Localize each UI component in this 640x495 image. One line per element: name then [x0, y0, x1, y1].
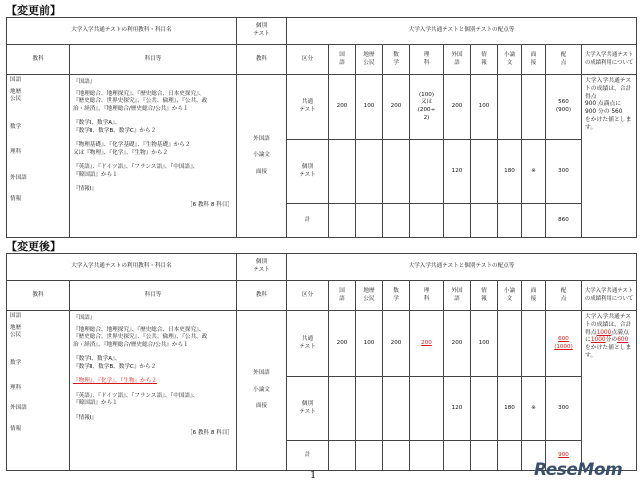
val-cell [356, 204, 383, 238]
val-cell [471, 140, 498, 204]
val-cell: 200 [444, 75, 471, 140]
col-kyoka2: 教科 [237, 281, 287, 311]
col-kokugo: 国 語 [329, 281, 356, 311]
val-cell: 100 [471, 311, 498, 377]
val-cell [471, 204, 498, 238]
val-cell [522, 311, 546, 377]
col-kubun: 区分 [287, 281, 329, 311]
col-kokugo: 国 語 [329, 45, 356, 75]
col-note-head: 大学入学共通テストの成績利用について [582, 45, 637, 75]
val-cell: 200 [383, 311, 410, 377]
kubun-individual: 個別 テスト [287, 377, 329, 441]
col-shoronbun: 小論 文 [498, 45, 522, 75]
before-table [6, 17, 637, 238]
val-cell [383, 441, 410, 471]
col-kyoka: 教科 [7, 45, 70, 75]
col-joho: 情 報 [471, 281, 498, 311]
val-cell [444, 441, 471, 471]
val-cell [329, 140, 356, 204]
col-gaikokugo: 外国 語 [444, 45, 471, 75]
val-cell [356, 441, 383, 471]
val-cell [522, 75, 546, 140]
col-joho: 情 報 [471, 45, 498, 75]
val-cell: 300 [546, 140, 582, 204]
val-cell: 100 [471, 75, 498, 140]
val-cell: 200 [444, 311, 471, 377]
subject-count: ［6 教科 8 科目］ [186, 430, 233, 437]
val-cell [410, 441, 444, 471]
val-cell-rika: (100) 又は (200÷ 2) [410, 75, 444, 140]
val-cell [383, 377, 410, 441]
kubun-total: 計 [287, 441, 329, 471]
val-cell: ※ [522, 140, 546, 204]
col-rika: 理 科 [410, 45, 444, 75]
val-cell [410, 204, 444, 238]
val-cell [356, 140, 383, 204]
kubun-individual: 個別 テスト [287, 140, 329, 204]
val-cell [329, 377, 356, 441]
val-cell: 100 [356, 75, 383, 140]
subject-details: 『国語』 『地理総合、地理探究』、『歴史総合、日本史探究』、 『歴史総合、世界史探究』、『公共、倫理』、『公共、政 治・経済』、『地理総合/歴史総合/公共』から１ 『数学Ⅰ、数学A』、 『数学Ⅱ、数学B、数学C』から２ 『物理』、『化学』、『生物』から２ 『英語』、『ドイツ語』、『フランス語』、『中国語』、 『韓国語』から１ 『情報Ⅰ』 ［6 教科 8 科目］ [70, 311, 237, 471]
val-cell [383, 140, 410, 204]
val-cell [444, 204, 471, 238]
score-note: 大学入学共通テストの成績は、合計得点 900 点満点に 900 分の 560 をかけた値とします。 [582, 75, 637, 238]
col-note-head: 大学入学共通テストの成績利用について [582, 281, 637, 311]
col-kyoka2: 教科 [237, 45, 287, 75]
before-heading: 【変更前】 [6, 4, 61, 17]
val-cell: 200 [329, 75, 356, 140]
score-note: 大学入学共通テストの成績は、合計得点1000点満点に1000分の600をかけた値とします。 [582, 311, 637, 471]
val-cell [329, 441, 356, 471]
col-sugaku: 数 学 [383, 45, 410, 75]
col-kubun: 区分 [287, 45, 329, 75]
col-kamoku: 科目等 [70, 45, 237, 75]
subject-count: ［6 教科 8 科目］ [186, 202, 233, 209]
val-cell: 300 [546, 377, 582, 441]
val-cell: 180 [498, 377, 522, 441]
col-shoronbun: 小論 文 [498, 281, 522, 311]
allocation-title: 大学入学共通テストと個別テストの配点等 [287, 18, 637, 45]
col-haiten: 配 点 [546, 45, 582, 75]
val-cell [498, 441, 522, 471]
allocation-title: 大学入学共通テストと個別テストの配点等 [287, 254, 637, 281]
val-cell [410, 377, 444, 441]
col-kamoku: 科目等 [70, 281, 237, 311]
subject-labels: 国語 地歴 公民 数学 理科 外国語 情報 [7, 75, 70, 238]
col-haiten: 配 点 [546, 281, 582, 311]
individual-test-header: 個別 テスト [237, 18, 287, 45]
changed-science: 『物理』、『化学』、『生物』から２ [73, 378, 157, 385]
subjects-title: 大学入学共通テストの利用教科・科目名 [7, 18, 237, 45]
val-cell-haiten: 600 (1000) [546, 311, 582, 377]
col-chireki: 地歴 公民 [356, 45, 383, 75]
val-cell [498, 75, 522, 140]
val-cell-total: 900 [546, 441, 582, 471]
val-cell: 120 [444, 140, 471, 204]
val-cell [498, 311, 522, 377]
col-mensetsu: 面 接 [522, 45, 546, 75]
kubun-common: 共通 テスト [287, 311, 329, 377]
val-cell [410, 140, 444, 204]
col-rika: 理 科 [410, 281, 444, 311]
col-sugaku: 数 学 [383, 281, 410, 311]
after-table [6, 253, 637, 471]
kubun-total: 計 [287, 204, 329, 238]
val-cell [471, 377, 498, 441]
col-mensetsu: 面 接 [522, 281, 546, 311]
kubun-common: 共通 テスト [287, 75, 329, 140]
subject-labels: 国語 地歴 公民 数学 理科 外国語 情報 [7, 311, 70, 471]
individual-test-header: 個別 テスト [237, 254, 287, 281]
val-cell-rika: 200 [410, 311, 444, 377]
page-number: 1 [310, 470, 317, 481]
val-cell: 860 [546, 204, 582, 238]
col-chireki: 地歴 公民 [356, 281, 383, 311]
val-cell [356, 377, 383, 441]
col-kyoka: 教科 [7, 281, 70, 311]
val-cell [522, 204, 546, 238]
col-gaikokugo: 外国 語 [444, 281, 471, 311]
subject-details: 『国語』 『地理総合、地理探究』、『歴史総合、日本史探究』、 『歴史総合、世界史探究』、『公共、倫理』、『公共、政 治・経済』、『地理総合/歴史総合/公共』から１ 『数学Ⅰ、数学A』、 『数学Ⅱ、数学B、数学C』から２ 『物理基礎』、『化学基礎』、『生物基礎』から２ 又は『物理』、『化学』、『生物』から２ 『英語』、『ドイツ語』、『フランス語』、『中国語』、 『韓国語』から１ 『情報Ⅰ』 ［6 教科 8 科目］ [70, 75, 237, 238]
resemom-logo: ReseMom [534, 460, 623, 480]
val-cell: 180 [498, 140, 522, 204]
val-cell: ※ [522, 377, 546, 441]
individual-subjects: 外国語 小論文 面接 [237, 311, 287, 471]
val-cell [498, 204, 522, 238]
val-cell: 100 [356, 311, 383, 377]
val-cell [383, 204, 410, 238]
val-cell: 120 [444, 377, 471, 441]
val-cell: 200 [329, 311, 356, 377]
after-heading: 【変更後】 [6, 240, 61, 253]
val-cell [471, 441, 498, 471]
individual-subjects: 外国語 小論文 面接 [237, 75, 287, 238]
subjects-title: 大学入学共通テストの利用教科・科目名 [7, 254, 237, 281]
val-cell-haiten: 560 (900) [546, 75, 582, 140]
val-cell: 200 [383, 75, 410, 140]
val-cell [329, 204, 356, 238]
